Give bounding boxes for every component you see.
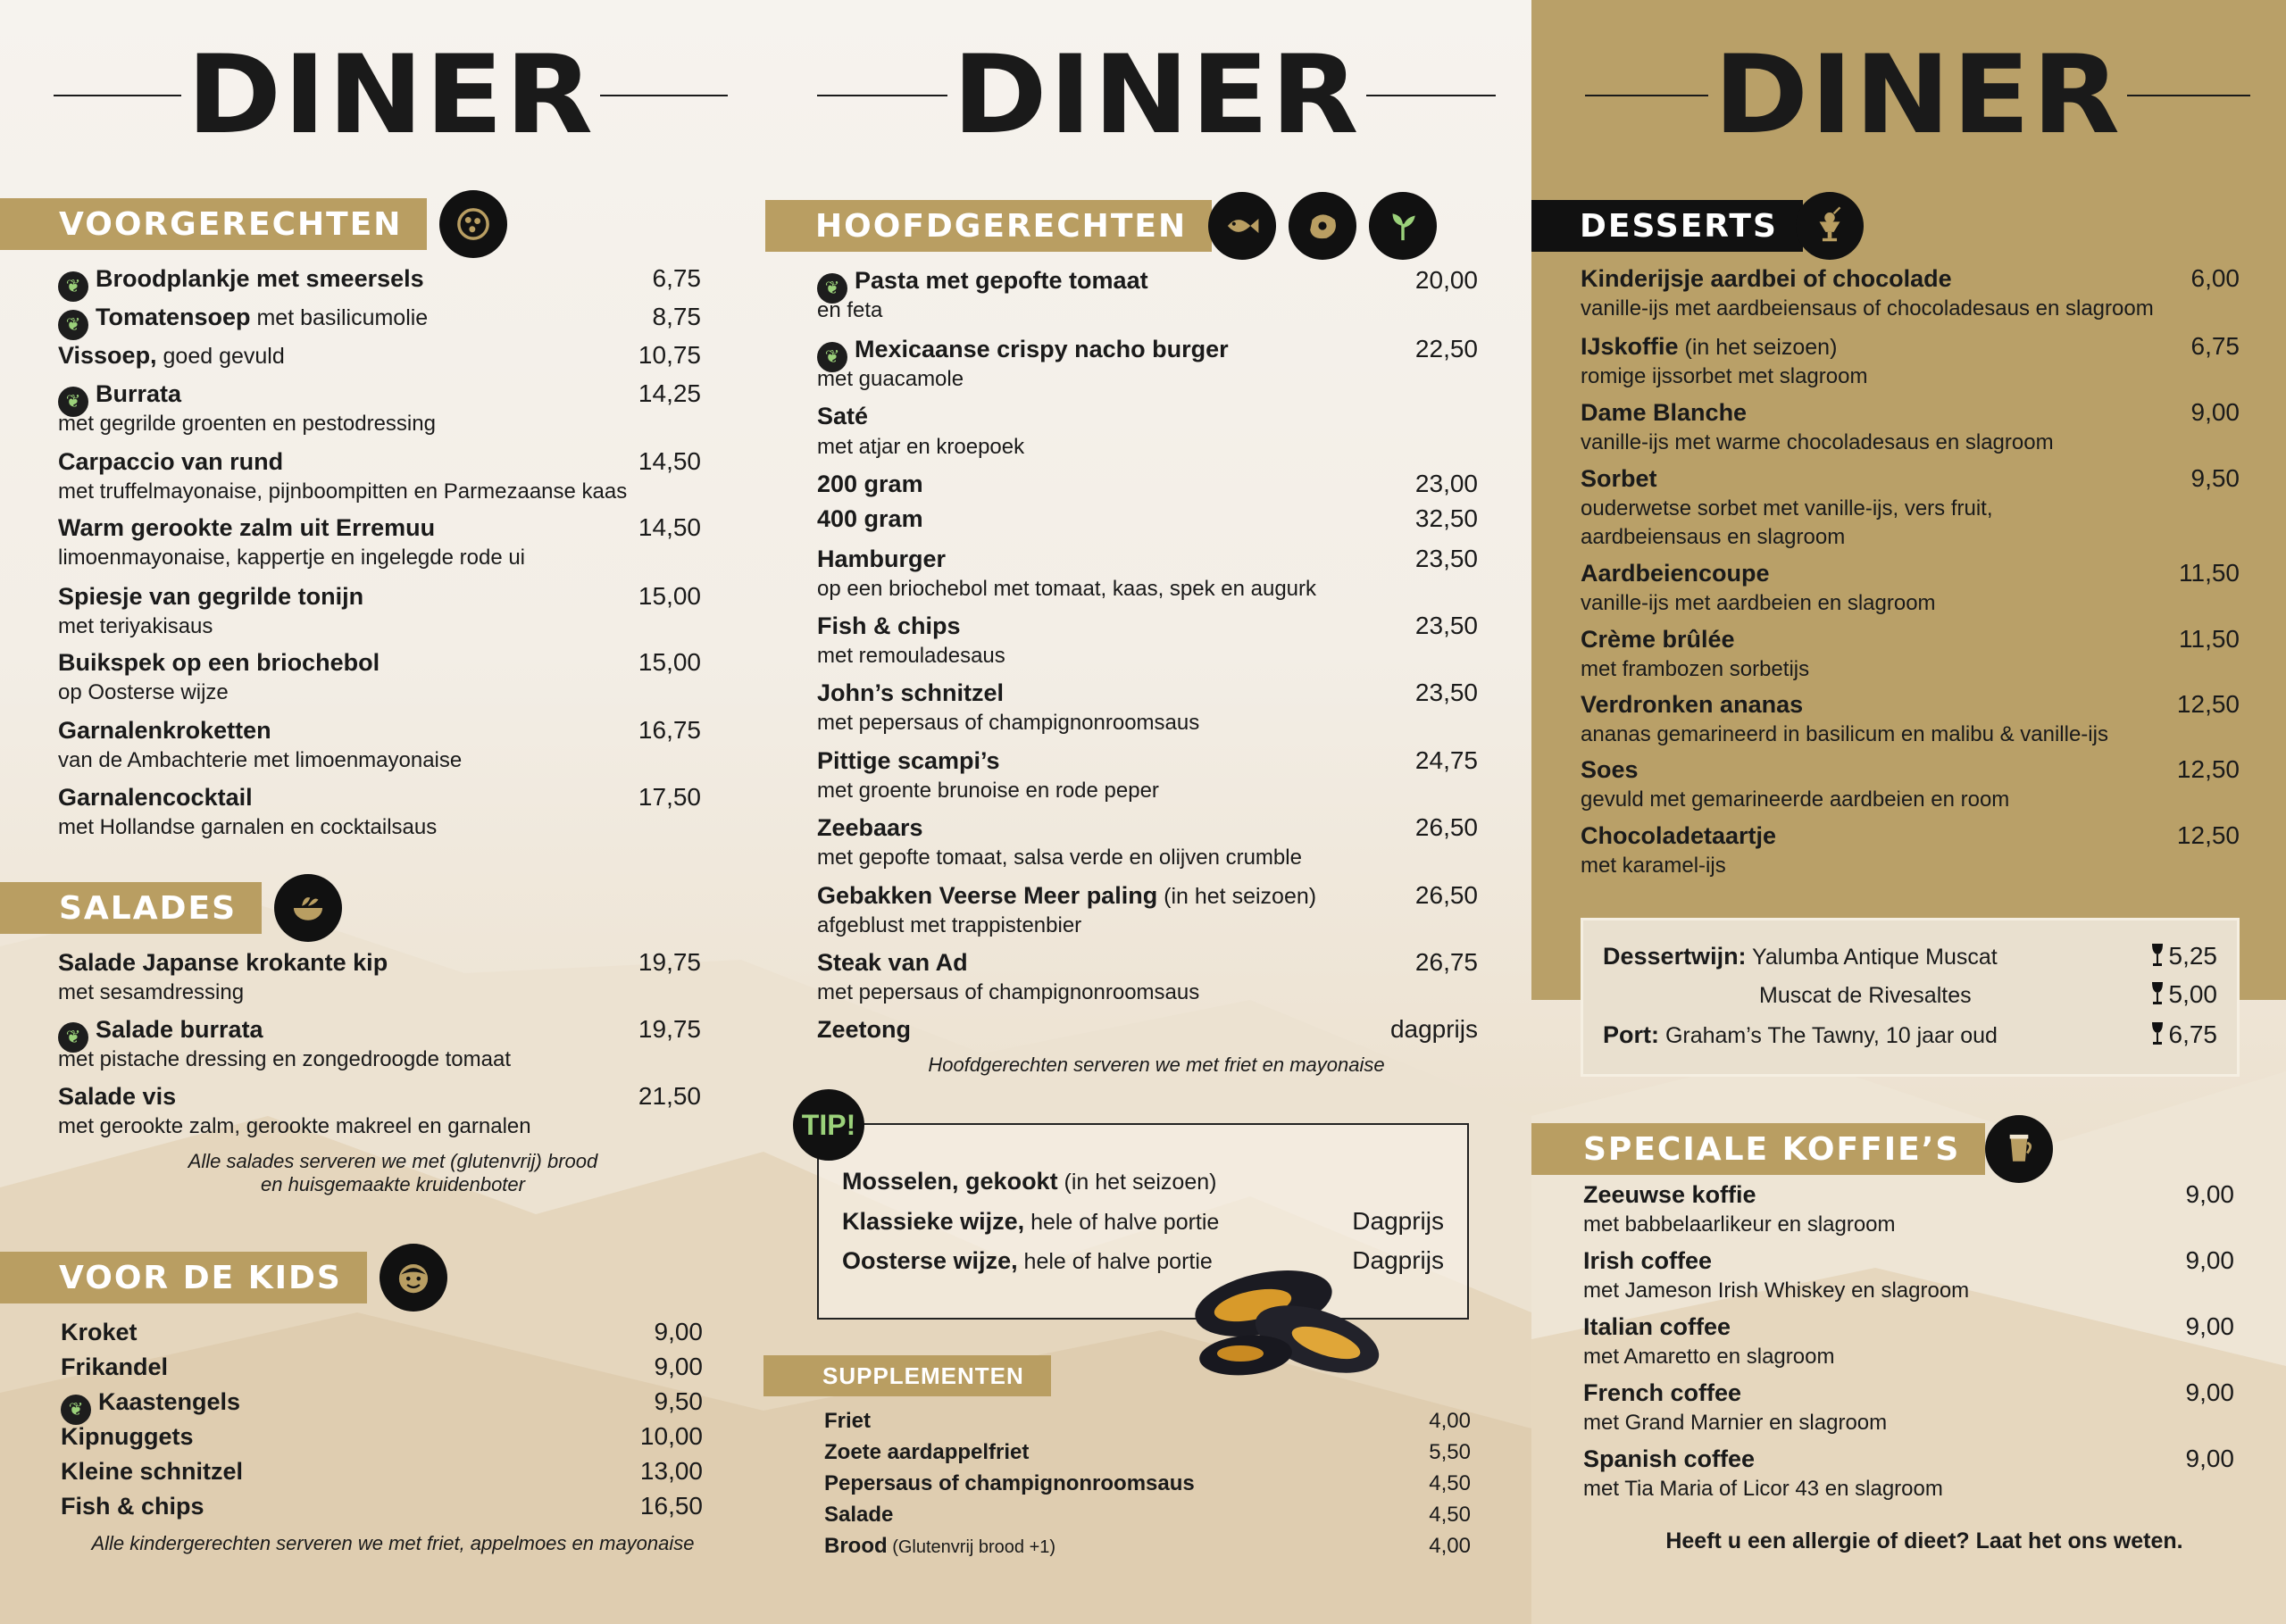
item-price: 9,50	[2190, 464, 2240, 492]
item-name-wrap	[61, 1423, 194, 1451]
item-name-wrap	[817, 882, 1316, 910]
menu-item	[817, 813, 1478, 842]
item-price: 6,75	[2190, 332, 2240, 360]
section-title: DESSERTS	[1531, 200, 1803, 252]
item-name: Spiesje van gegrilde tonijn	[58, 583, 364, 610]
vegetarian-leaf-icon	[1369, 192, 1437, 260]
item-price: 11,50	[2179, 625, 2240, 653]
bread-icon	[439, 190, 507, 258]
fish-icon	[1208, 192, 1276, 260]
item-description: en feta	[817, 298, 883, 322]
menu-item	[817, 746, 1478, 775]
item-extra: (in het seizoen)	[1678, 335, 1838, 360]
menu-item	[58, 582, 701, 611]
item-description: met Tia Maria of Licor 43 en slagroom	[1583, 1477, 1943, 1501]
section-speciale-koffies	[1531, 1123, 2053, 1175]
item-price: 9,00	[2185, 1445, 2234, 1472]
item-description: met gepofte tomaat, salsa verde en olijven crumble	[817, 845, 1302, 870]
item-name-wrap	[1583, 1445, 1755, 1473]
item-price: 14,25	[638, 379, 701, 407]
section-title: SALADES	[0, 882, 262, 934]
item-name: Garnalenkroketten	[58, 717, 271, 744]
meat-icon	[1289, 192, 1356, 260]
menu-item	[817, 470, 1478, 498]
item-name-wrap	[61, 1493, 204, 1520]
item-name-wrap	[58, 514, 435, 542]
item-description: met babbelaarlikeur en slagroom	[1583, 1212, 1896, 1237]
tip-row: Klassieke wijze, hele of halve portie Dagprijs	[842, 1207, 1444, 1235]
item-name: 200 gram	[817, 471, 923, 497]
item-price: 8,75	[652, 303, 701, 330]
item-price: 9,00	[2185, 1378, 2234, 1406]
item-description: vanille-ijs met warme chocoladesaus en slagroom	[1581, 430, 2054, 454]
item-description: ananas gemarineerd in basilicum en malibu & vanille-ijs	[1581, 722, 2108, 746]
item-description: romige ijssorbet met slagroom	[1581, 364, 1868, 388]
item-price: 20,00	[1414, 266, 1478, 294]
section-title: SPECIALE KOFFIE’S	[1531, 1123, 1985, 1175]
item-price: 10,00	[639, 1422, 703, 1450]
wine-glass-icon	[2151, 981, 2164, 1006]
wine-row: Port: Graham’s The Tawny, 10 jaar oud 6,75	[1603, 1020, 2217, 1048]
item-price: 19,75	[638, 948, 701, 976]
item-name-wrap	[1583, 1181, 1756, 1209]
supplement-extra: (Glutenvrij brood +1)	[887, 1537, 1056, 1557]
menu-item	[1581, 821, 2240, 850]
item-price: 15,00	[638, 582, 701, 610]
menu-item	[58, 648, 701, 677]
section-kids	[0, 1252, 447, 1303]
item-price: 16,75	[638, 716, 701, 744]
menu-item	[817, 403, 1478, 430]
supplement-name: Salade	[824, 1503, 894, 1527]
item-name: Mexicaanse crispy nacho burger	[855, 336, 1229, 362]
menu-item	[817, 881, 1478, 910]
item-name: Crème brûlée	[1581, 626, 1735, 653]
item-price: 24,75	[1414, 746, 1478, 774]
item-name: Broodplankje met smeersels	[96, 265, 424, 292]
item-name: Spanish coffee	[1583, 1445, 1756, 1472]
wine-glass-icon	[2151, 1021, 2164, 1046]
item-description: vanille-ijs met aardbeien en slagroom	[1581, 591, 1936, 615]
section-title: VOOR DE KIDS	[0, 1252, 367, 1303]
item-name-wrap	[1581, 560, 1770, 587]
item-description: afgeblust met trappistenbier	[817, 913, 1082, 937]
menu-item	[58, 948, 701, 977]
item-price: 9,00	[2185, 1312, 2234, 1340]
item-price: 21,50	[638, 1082, 701, 1110]
item-name-wrap	[58, 717, 271, 745]
item-price: 9,00	[2185, 1246, 2234, 1274]
item-name: Hamburger	[817, 545, 947, 572]
item-name-wrap	[61, 1353, 168, 1381]
item-price: 10,75	[638, 341, 701, 369]
menu-item	[1581, 398, 2240, 427]
item-price: 32,50	[1414, 504, 1478, 532]
item-name-wrap	[817, 949, 968, 977]
item-price: 23,00	[1414, 470, 1478, 497]
item-extra: goed gevuld	[156, 344, 285, 369]
item-name: Dame Blanche	[1581, 399, 1748, 426]
item-description: vanille-ijs met aardbeiensaus of chocoladesaus en slagroom	[1581, 296, 2154, 321]
item-price: 13,00	[639, 1457, 703, 1485]
item-price: 12,50	[2176, 690, 2240, 718]
item-name: Salade burrata	[96, 1016, 263, 1043]
item-name-wrap	[1581, 626, 1735, 654]
vegetarian-leaf-icon: ❦	[58, 310, 88, 340]
mussels-image	[1183, 1250, 1389, 1393]
item-description: op Oosterse wijze	[58, 680, 229, 704]
menu-item	[58, 264, 701, 302]
item-name-wrap	[817, 612, 961, 640]
menu-item	[58, 447, 701, 476]
item-name: Soes	[1581, 756, 1639, 783]
supplement-item	[824, 1503, 1471, 1528]
item-description: aardbeiensaus en slagroom	[1581, 525, 1846, 549]
item-name: Frikandel	[61, 1353, 169, 1380]
item-name: Warm gerookte zalm uit Erremuu	[58, 514, 436, 541]
supplement-price: 4,50	[1429, 1471, 1471, 1495]
section-salades	[0, 882, 342, 934]
item-name: Zeeuwse koffie	[1583, 1181, 1756, 1208]
item-name-wrap	[1583, 1313, 1731, 1341]
menu-item	[817, 266, 1478, 304]
item-name: Irish coffee	[1583, 1247, 1713, 1274]
item-description: met remouladesaus	[817, 644, 1005, 668]
item-description: gevuld met gemarineerde aardbeien en room	[1581, 787, 2010, 812]
menu-item	[1583, 1445, 2234, 1473]
item-price: 14,50	[638, 513, 701, 541]
vegetarian-leaf-icon: ❦	[58, 271, 88, 302]
item-name: Italian coffee	[1583, 1313, 1731, 1340]
item-price: 9,00	[2185, 1180, 2234, 1208]
item-name-wrap	[817, 747, 1000, 775]
item-name: Kleine schnitzel	[61, 1458, 244, 1485]
item-name: Garnalencocktail	[58, 784, 253, 811]
item-name-wrap	[817, 545, 946, 573]
item-name: Buikspek op een briochebol	[58, 649, 380, 676]
item-description: op een briochebol met tomaat, kaas, spek en augurk	[817, 577, 1317, 601]
supplement-price: 4,50	[1429, 1503, 1471, 1527]
item-price: 11,50	[2179, 559, 2240, 587]
item-price: 22,50	[1414, 335, 1478, 362]
item-description: met pepersaus of champignonroomsaus	[817, 711, 1200, 735]
supplement-price: 4,00	[1429, 1534, 1471, 1558]
menu-item	[817, 1015, 1478, 1044]
vegetarian-leaf-icon: ❦	[61, 1395, 91, 1425]
supplement-name-wrap	[824, 1440, 1029, 1465]
item-name-wrap	[1583, 1379, 1741, 1407]
item-price: dagprijs	[1389, 1015, 1478, 1043]
section-title: HOOFDGERECHTEN	[765, 200, 1212, 252]
menu-item	[1583, 1312, 2234, 1341]
ice-cream-cup-icon	[1796, 192, 1864, 260]
section-supplementen: SUPPLEMENTEN	[763, 1355, 1051, 1396]
item-price: 12,50	[2176, 821, 2240, 849]
item-price: 23,50	[1414, 545, 1478, 572]
menu-item	[58, 513, 701, 542]
item-name-wrap	[817, 471, 923, 498]
kids-note: Alle kindergerechten serveren we met friet, appelmoes en mayonaise	[91, 1532, 695, 1554]
item-name: Fish & chips	[817, 612, 961, 639]
item-name: Steak van Ad	[817, 949, 968, 976]
item-price: 9,00	[654, 1318, 703, 1345]
wine-row: Dessertwijn: Yalumba Antique Muscat 5,25	[1603, 942, 2217, 970]
item-name-wrap	[1581, 756, 1639, 784]
menu-item	[1581, 755, 2240, 784]
item-name-wrap	[58, 342, 285, 370]
item-name: IJskoffie	[1581, 333, 1679, 360]
item-name-wrap	[58, 649, 380, 677]
item-description: met truffelmayonaise, pijnboompitten en Parmezaanse kaas	[58, 479, 628, 504]
item-description: ouderwetse sorbet met vanille-ijs, vers fruit,	[1581, 496, 1993, 521]
vegetarian-leaf-icon: ❦	[58, 387, 88, 417]
menu-item	[61, 1422, 703, 1451]
item-name-wrap	[817, 679, 1004, 707]
item-name: Vissoep,	[58, 342, 157, 369]
item-name-wrap	[58, 1083, 176, 1111]
column-desserts	[1531, 0, 2286, 1624]
section-desserts	[1531, 200, 1864, 252]
item-description: met pepersaus of champignonroomsaus	[817, 980, 1200, 1004]
item-name-wrap	[61, 1388, 240, 1425]
item-price: 26,75	[1414, 948, 1478, 976]
item-price: 14,50	[638, 447, 701, 475]
vegetarian-leaf-icon: ❦	[817, 342, 847, 372]
item-description: met sesamdressing	[58, 980, 245, 1004]
item-price: 17,50	[638, 783, 701, 811]
menu-item	[1581, 264, 2240, 293]
item-description: met atjar en kroepoek	[817, 435, 1025, 459]
menu-item	[61, 1318, 703, 1346]
item-name: John’s schnitzel	[817, 679, 1005, 706]
item-extra: (in het seizoen)	[1157, 884, 1317, 909]
item-description: van de Ambachterie met limoenmayonaise	[58, 748, 463, 772]
item-name: Verdronken ananas	[1581, 691, 1804, 718]
diner-heading: DINER	[54, 37, 728, 154]
item-name-wrap	[58, 784, 253, 812]
supplement-item	[824, 1409, 1471, 1434]
menu-item	[817, 612, 1478, 640]
supplement-name-wrap	[824, 1534, 1055, 1559]
menu-item	[58, 341, 701, 370]
item-name: Carpaccio van rund	[58, 448, 284, 475]
child-face-icon	[380, 1244, 447, 1312]
supplement-name-wrap	[824, 1503, 893, 1528]
item-name-wrap	[61, 1319, 138, 1346]
item-name: Sorbet	[1581, 465, 1657, 492]
item-name: Pittige scampi’s	[817, 747, 1000, 774]
item-name: Burrata	[96, 380, 182, 407]
supplement-name-wrap	[824, 1471, 1195, 1496]
item-price: 19,75	[638, 1015, 701, 1043]
item-name: Kaastengels	[98, 1388, 241, 1415]
item-name-wrap	[1581, 265, 1952, 293]
item-name-wrap	[58, 448, 283, 476]
item-extra: met basilicumolie	[250, 305, 429, 330]
item-description: met Grand Marnier en slagroom	[1583, 1411, 1888, 1435]
item-name: Kroket	[61, 1319, 138, 1345]
item-price: 15,00	[638, 648, 701, 676]
section-hoofdgerechten	[765, 200, 1437, 252]
item-name-wrap	[817, 814, 923, 842]
supplement-item	[824, 1471, 1471, 1496]
item-name: Saté	[817, 403, 869, 429]
item-name: Chocoladetaartje	[1581, 822, 1777, 849]
item-name: French coffee	[1583, 1379, 1742, 1406]
tip-badge: TIP!	[793, 1089, 864, 1161]
menu-item	[1581, 559, 2240, 587]
menu-item	[61, 1387, 703, 1425]
supplement-name: Friet	[824, 1409, 872, 1433]
item-name-wrap	[58, 949, 388, 977]
item-price: 23,50	[1414, 612, 1478, 639]
item-name: Pasta met gepofte tomaat	[855, 267, 1148, 294]
menu-item	[1581, 332, 2240, 361]
item-name-wrap	[1581, 333, 1837, 361]
menu-item	[817, 679, 1478, 707]
menu-item	[58, 783, 701, 812]
item-name-wrap	[1581, 399, 1747, 427]
menu-item	[817, 504, 1478, 533]
item-description: met Hollandse garnalen en cocktailsaus	[58, 815, 438, 839]
item-name-wrap	[1581, 822, 1776, 850]
item-name: 400 gram	[817, 505, 923, 532]
item-name: Kinderijsje aardbei of chocolade	[1581, 265, 1952, 292]
item-description: met gerookte zalm, gerookte makreel en garnalen	[58, 1114, 531, 1138]
item-price: 26,50	[1414, 813, 1478, 841]
column-mains	[763, 0, 1531, 1624]
menu-item	[58, 303, 701, 340]
tip-row: Mosselen, gekookt (in het seizoen)	[842, 1168, 1217, 1195]
item-name: Salade vis	[58, 1083, 177, 1110]
menu-item	[1583, 1180, 2234, 1209]
item-name-wrap	[1581, 691, 1803, 719]
coffee-glass-icon	[1985, 1115, 2053, 1183]
item-name-wrap	[61, 1458, 243, 1486]
diner-heading: DINER	[1585, 37, 2250, 154]
menu-item	[1581, 464, 2240, 493]
item-description: met Jameson Irish Whiskey en slagroom	[1583, 1278, 1970, 1303]
section-title: VOORGERECHTEN	[0, 198, 427, 250]
item-description: met teriyakisaus	[58, 614, 213, 638]
item-description: met guacamole	[817, 367, 964, 391]
item-description: met frambozen sorbetijs	[1581, 657, 1810, 681]
item-name-wrap	[58, 583, 363, 611]
column-starters	[0, 0, 763, 1624]
item-name-wrap	[817, 1016, 911, 1044]
item-price: 9,00	[654, 1353, 703, 1380]
item-price: 6,00	[2190, 264, 2240, 292]
allergy-note: Heeft u een allergie of dieet? Laat het ons weten.	[1665, 1528, 2183, 1553]
item-description: met groente brunoise en rode peper	[817, 779, 1159, 803]
menu-item	[61, 1492, 703, 1520]
item-name: Salade Japanse krokante kip	[58, 949, 388, 976]
menu-item	[58, 1082, 701, 1111]
wine-glass-icon	[2151, 943, 2164, 968]
menu-item	[61, 1457, 703, 1486]
vegetarian-leaf-icon: ❦	[58, 1022, 88, 1053]
section-voorgerechten	[0, 198, 507, 250]
supplement-price: 5,50	[1429, 1440, 1471, 1464]
item-description: met gegrilde groenten en pestodressing	[58, 412, 436, 436]
item-description: limoenmayonaise, kappertje en ingelegde rode ui	[58, 545, 526, 570]
menu-item	[1583, 1246, 2234, 1275]
item-name: Tomatensoep	[96, 304, 251, 330]
item-name: Kipnuggets	[61, 1423, 194, 1450]
item-price: 16,50	[639, 1492, 703, 1520]
item-name: Aardbeiencoupe	[1581, 560, 1770, 587]
item-description: met Amaretto en slagroom	[1583, 1345, 1835, 1369]
item-name: Gebakken Veerse Meer paling	[817, 882, 1158, 909]
item-name: Zeetong	[817, 1016, 911, 1043]
item-name-wrap	[817, 505, 923, 533]
item-name-wrap	[58, 265, 424, 302]
supplement-price: 4,00	[1429, 1409, 1471, 1433]
item-name-wrap	[1581, 465, 1657, 493]
menu-item	[61, 1353, 703, 1381]
item-description: met karamel-ijs	[1581, 854, 1726, 878]
item-name: Zeebaars	[817, 814, 923, 841]
supplement-name: Zoete aardappelfriet	[824, 1440, 1030, 1464]
menu-item	[1583, 1378, 2234, 1407]
menu-item	[817, 545, 1478, 573]
item-name-wrap	[1583, 1247, 1712, 1275]
salades-note: Alle salades serveren we met (glutenvrij) brood en huisgemaakte kruidenboter	[188, 1150, 598, 1195]
item-price: 6,75	[652, 264, 701, 292]
item-price: 26,50	[1414, 881, 1478, 909]
item-description: met pistache dressing en zongedroogde tomaat	[58, 1047, 511, 1071]
diner-heading: DINER	[817, 37, 1496, 154]
menu-item	[1581, 690, 2240, 719]
supplement-name: Pepersaus of champignonroomsaus	[824, 1471, 1195, 1495]
supplement-item	[824, 1440, 1471, 1465]
item-name: Fish & chips	[61, 1493, 204, 1520]
item-name-wrap	[58, 304, 428, 340]
hoofdgerechten-note: Hoofdgerechten serveren we met friet en mayonaise	[928, 1054, 1385, 1076]
dessert-wine-box	[1581, 918, 2240, 1077]
item-price: 23,50	[1414, 679, 1478, 706]
menu-item	[1581, 625, 2240, 654]
item-price: 9,00	[2190, 398, 2240, 426]
menu-item	[58, 716, 701, 745]
supplement-item	[824, 1534, 1471, 1559]
item-name-wrap	[817, 403, 868, 430]
supplement-name-wrap	[824, 1409, 871, 1434]
wine-row: Muscat de Rivesaltes 5,00	[1759, 980, 2217, 1008]
vegetarian-leaf-icon: ❦	[817, 273, 847, 304]
menu-item	[817, 948, 1478, 977]
item-price: 12,50	[2176, 755, 2240, 783]
item-price: 9,50	[654, 1387, 703, 1415]
supplement-name: Brood	[824, 1534, 888, 1558]
salad-bowl-icon	[274, 874, 342, 942]
tip-row: Oosterse wijze, hele of halve portie Dagprijs	[842, 1246, 1444, 1274]
